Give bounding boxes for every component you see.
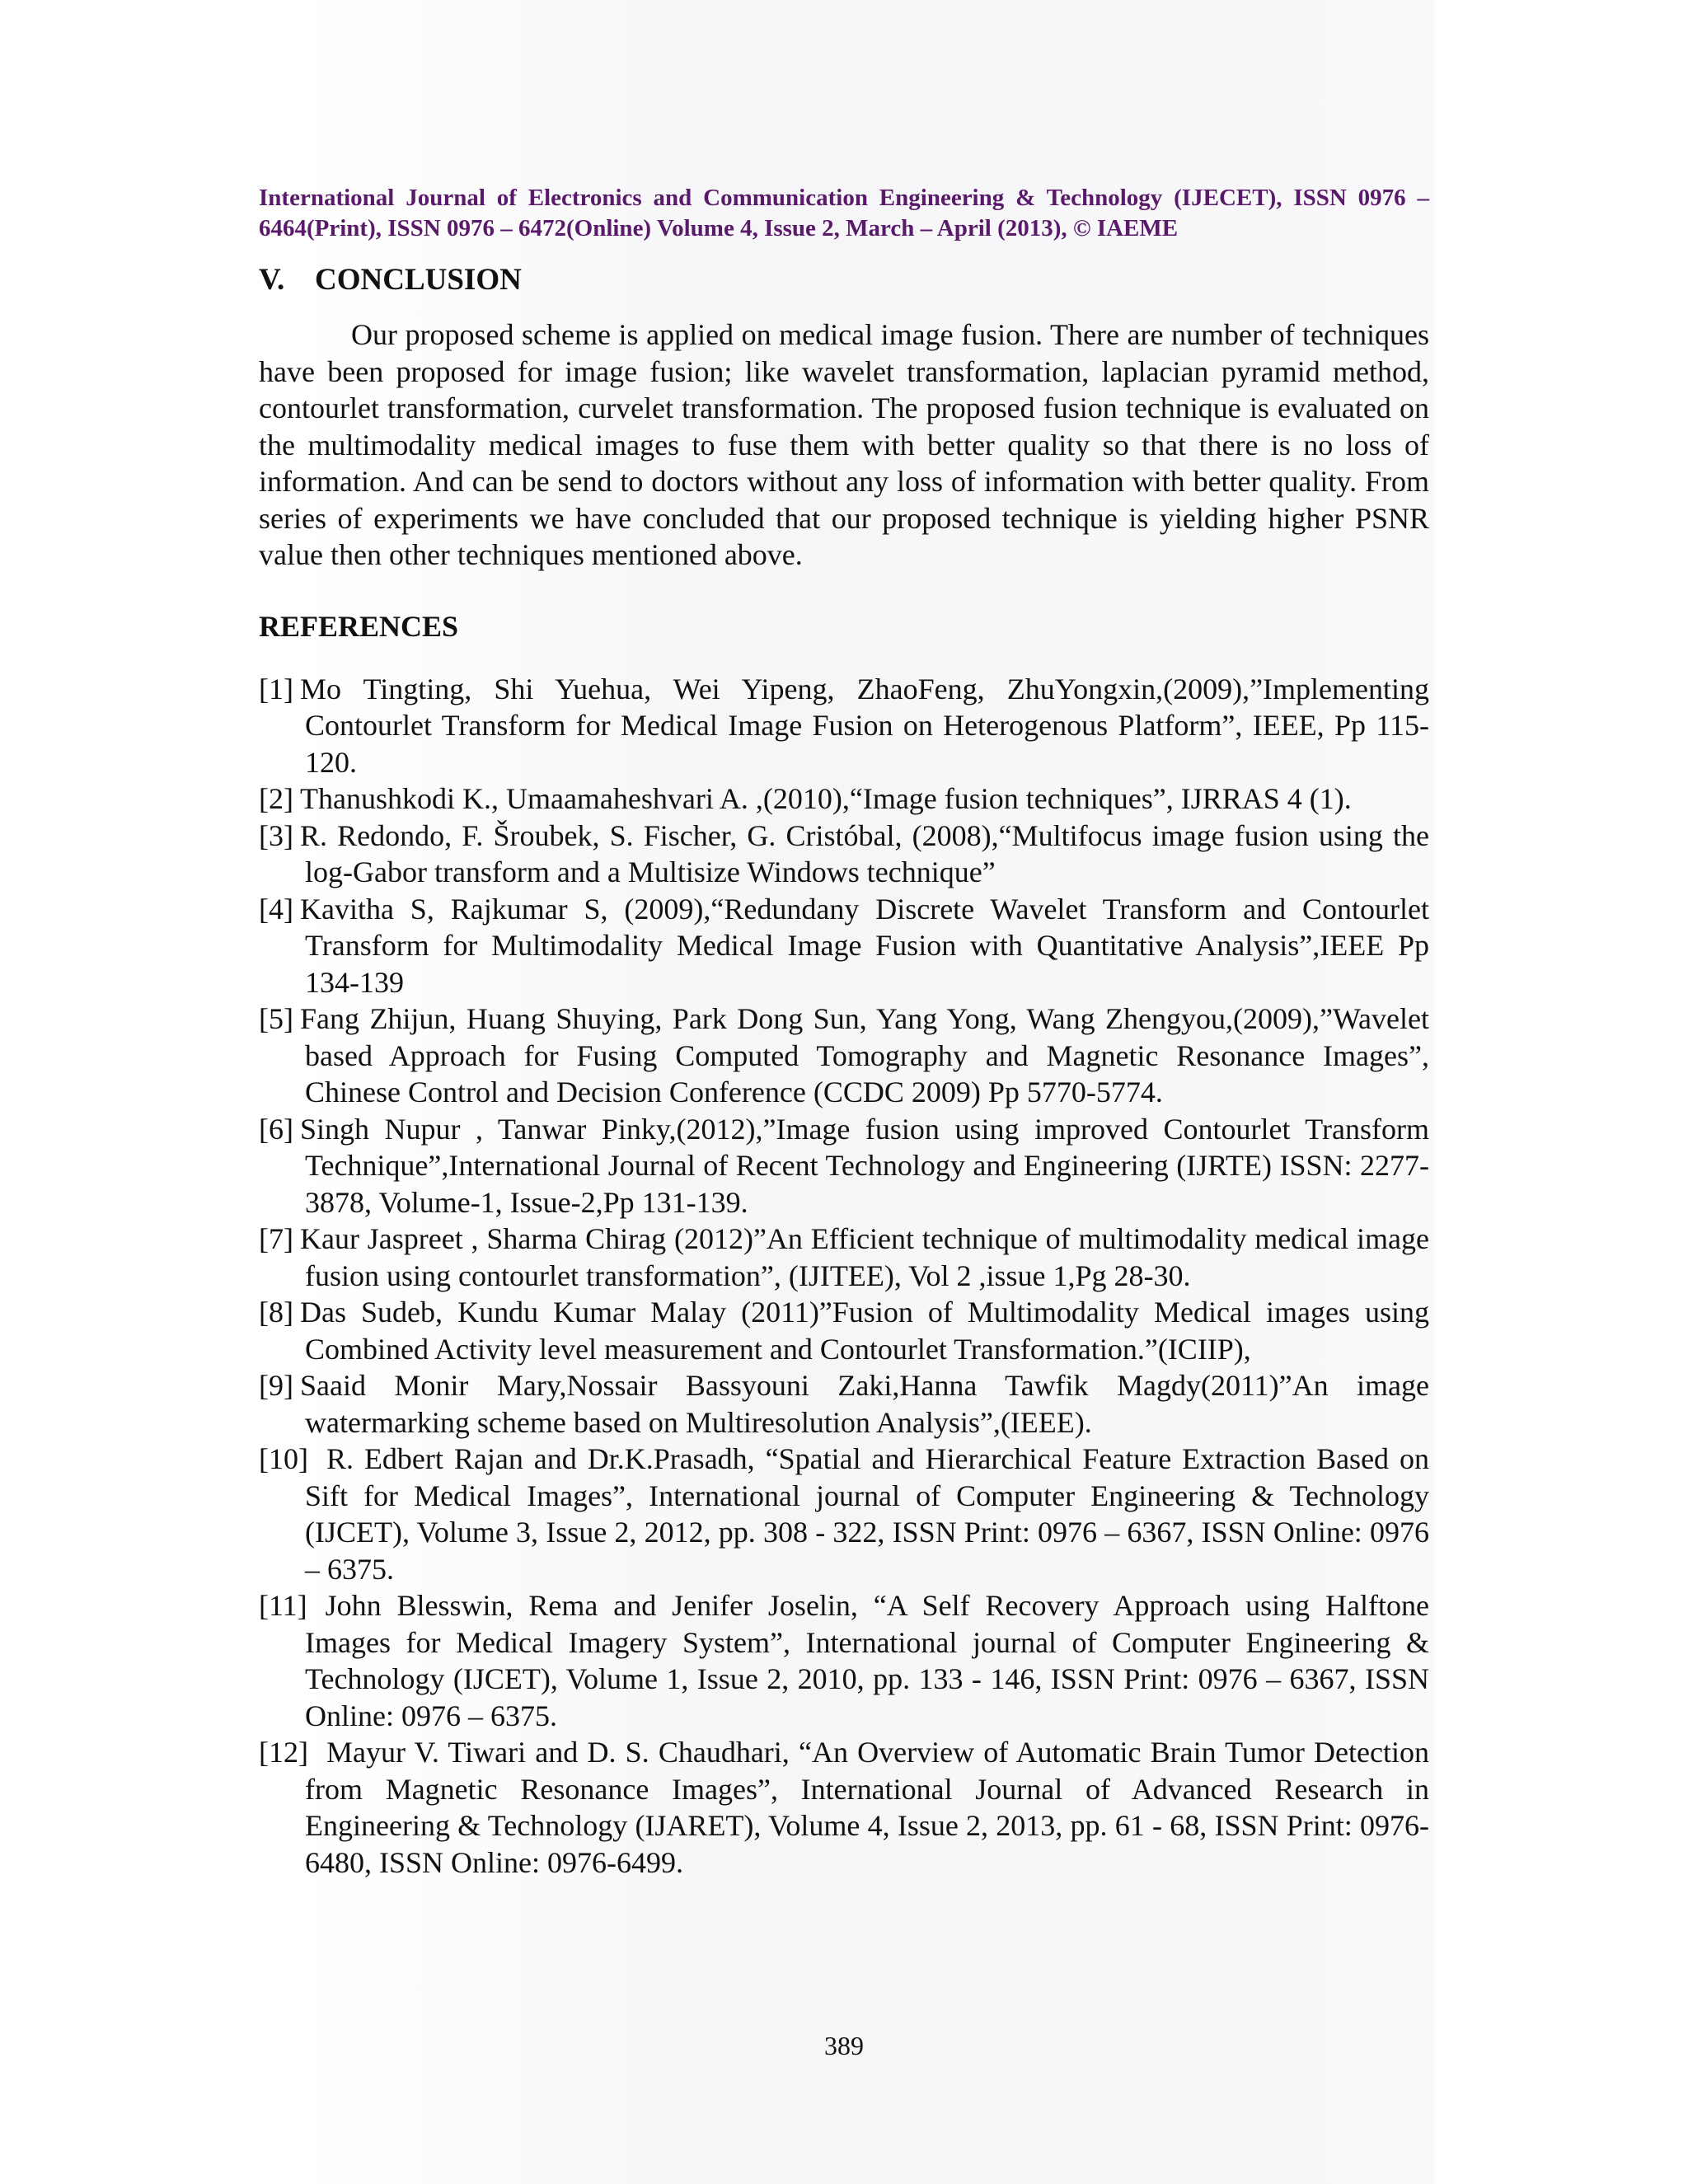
reference-item xyxy=(259,780,1429,818)
reference-text: John Blesswin, Rema and Jenifer Joselin, “A Self Recovery Approach using Halftone Images for Medical Imagery System”, International journal of Computer Engineering & Technology (IJCET), Volume 1, Issue 2, 2010, pp. 133 - 146, ISSN Print: 0976 – 6367, ISSN Online: 0976 – 6375. xyxy=(305,1589,1429,1732)
reference-number: [3] xyxy=(259,818,293,852)
reference-item xyxy=(259,1441,1429,1587)
references-heading: REFERENCES xyxy=(259,609,459,643)
reference-number: [7] xyxy=(259,1222,293,1255)
reference-item xyxy=(259,891,1429,1001)
page-content xyxy=(259,183,1429,1881)
reference-item xyxy=(259,1734,1429,1881)
reference-item xyxy=(259,671,1429,781)
reference-item xyxy=(259,1221,1429,1294)
reference-number: [2] xyxy=(259,782,293,815)
reference-text: Mayur V. Tiwari and D. S. Chaudhari, “An Overview of Automatic Brain Tumor Detection from Magnetic Resonance Images”, International Journal of Advanced Research in Engineering & Technology (IJARET), Volume 4, Issue 2, 2013, pp. 61 - 68, ISSN Print: 0976-6480, ISSN Online: 0976-6499. xyxy=(305,1736,1429,1879)
reference-number: [1] xyxy=(259,672,293,705)
section-number: V. xyxy=(259,263,285,297)
reference-item xyxy=(259,1294,1429,1367)
reference-number: [8] xyxy=(259,1296,293,1329)
journal-header: International Journal of Electronics and Communication Engineering & Technology (IJECET), ISSN 0976 – 6464(Print), ISSN 0976 – 6472(Online) Volume 4, Issue 2, March – April (2013), © IAEME xyxy=(259,185,1429,241)
reference-text: Thanushkodi K., Umaamaheshvari A. ,(2010),“Image fusion techniques”, IJRRAS 4 (1). xyxy=(299,782,1352,815)
reference-text: R. Redondo, F. Šroubek, S. Fischer, G. Cristóbal, (2008),“Multifocus image fusion using the log-Gabor transform and a Multisize Windows technique” xyxy=(299,818,1429,888)
section-title: CONCLUSION xyxy=(315,263,522,297)
reference-number: [9] xyxy=(259,1369,293,1402)
conclusion-heading xyxy=(259,262,1429,298)
reference-number: [4] xyxy=(259,892,293,926)
reference-item xyxy=(259,1001,1429,1111)
reference-list xyxy=(259,671,1429,1882)
reference-item xyxy=(259,1111,1429,1221)
reference-text: Mo Tingting, Shi Yuehua, Wei Yipeng, ZhaoFeng, ZhuYongxin,(2009),”Implementing Contourlet Transform for Medical Image Fusion on Heterogenous Platform”, IEEE, Pp 115-120. xyxy=(299,672,1429,779)
reference-text: Singh Nupur , Tanwar Pinky,(2012),”Image fusion using improved Contourlet Transform Technique”,International Journal of Recent Technology and Engineering (IJRTE) ISSN: 2277-3878, Volume-1, Issue-2,Pp 131-139. xyxy=(299,1112,1429,1219)
reference-text: Fang Zhijun, Huang Shuying, Park Dong Sun, Yang Yong, Wang Zhengyou,(2009),”Wavelet based Approach for Fusing Computed Tomography and Magnetic Resonance Images”, Chinese Control and Decision Conference (CCDC 2009) Pp 5770-5774. xyxy=(299,1002,1429,1108)
reference-text: Saaid Monir Mary,Nossair Bassyouni Zaki,Hanna Tawfik Magdy(2011)”An image watermarking scheme based on Multiresolution Analysis”,(IEEE). xyxy=(299,1369,1429,1439)
reference-number: [6] xyxy=(259,1112,293,1146)
reference-text: Kavitha S, Rajkumar S, (2009),“Redundany Discrete Wavelet Transform and Contourlet Transform for Multimodality Medical Image Fusion with Quantitative Analysis”,IEEE Pp 134-139 xyxy=(299,892,1429,999)
reference-item xyxy=(259,1367,1429,1441)
page-number: 389 xyxy=(824,2031,864,2060)
reference-number: [12] xyxy=(259,1736,308,1769)
reference-item xyxy=(259,1587,1429,1734)
reference-number: [11] xyxy=(259,1589,307,1622)
reference-text: Das Sudeb, Kundu Kumar Malay (2011)”Fusion of Multimodality Medical images using Combined Activity level measurement and Contourlet Transformation.”(ICIIP), xyxy=(299,1296,1429,1366)
reference-text: Kaur Jaspreet , Sharma Chirag (2012)”An Efficient technique of multimodality medical image fusion using contourlet transformation”, (IJITEE), Vol 2 ,issue 1,Pg 28-30. xyxy=(299,1222,1429,1292)
conclusion-paragraph: Our proposed scheme is applied on medical image fusion. There are number of techniques have been proposed for image fusion; like wavelet transformation, laplacian pyramid method, contourlet transformation, curvelet transformation. The proposed fusion technique is evaluated on the multimodality medical images to fuse them with better quality so that there is no loss of information. And can be send to doctors without any loss of information with better quality. From series of experiments we have concluded that our proposed technique is yielding higher PSNR value then other techniques mentioned above. xyxy=(259,318,1429,571)
reference-number: [5] xyxy=(259,1002,293,1035)
reference-item xyxy=(259,818,1429,891)
reference-text: R. Edbert Rajan and Dr.K.Prasadh, “Spatial and Hierarchical Feature Extraction Based on Sift for Medical Images”, International journal of Computer Engineering & Technology (IJCET), Volume 3, Issue 2, 2012, pp. 308 - 322, ISSN Print: 0976 – 6367, ISSN Online: 0976 – 6375. xyxy=(305,1442,1429,1586)
reference-number: [10] xyxy=(259,1442,308,1475)
